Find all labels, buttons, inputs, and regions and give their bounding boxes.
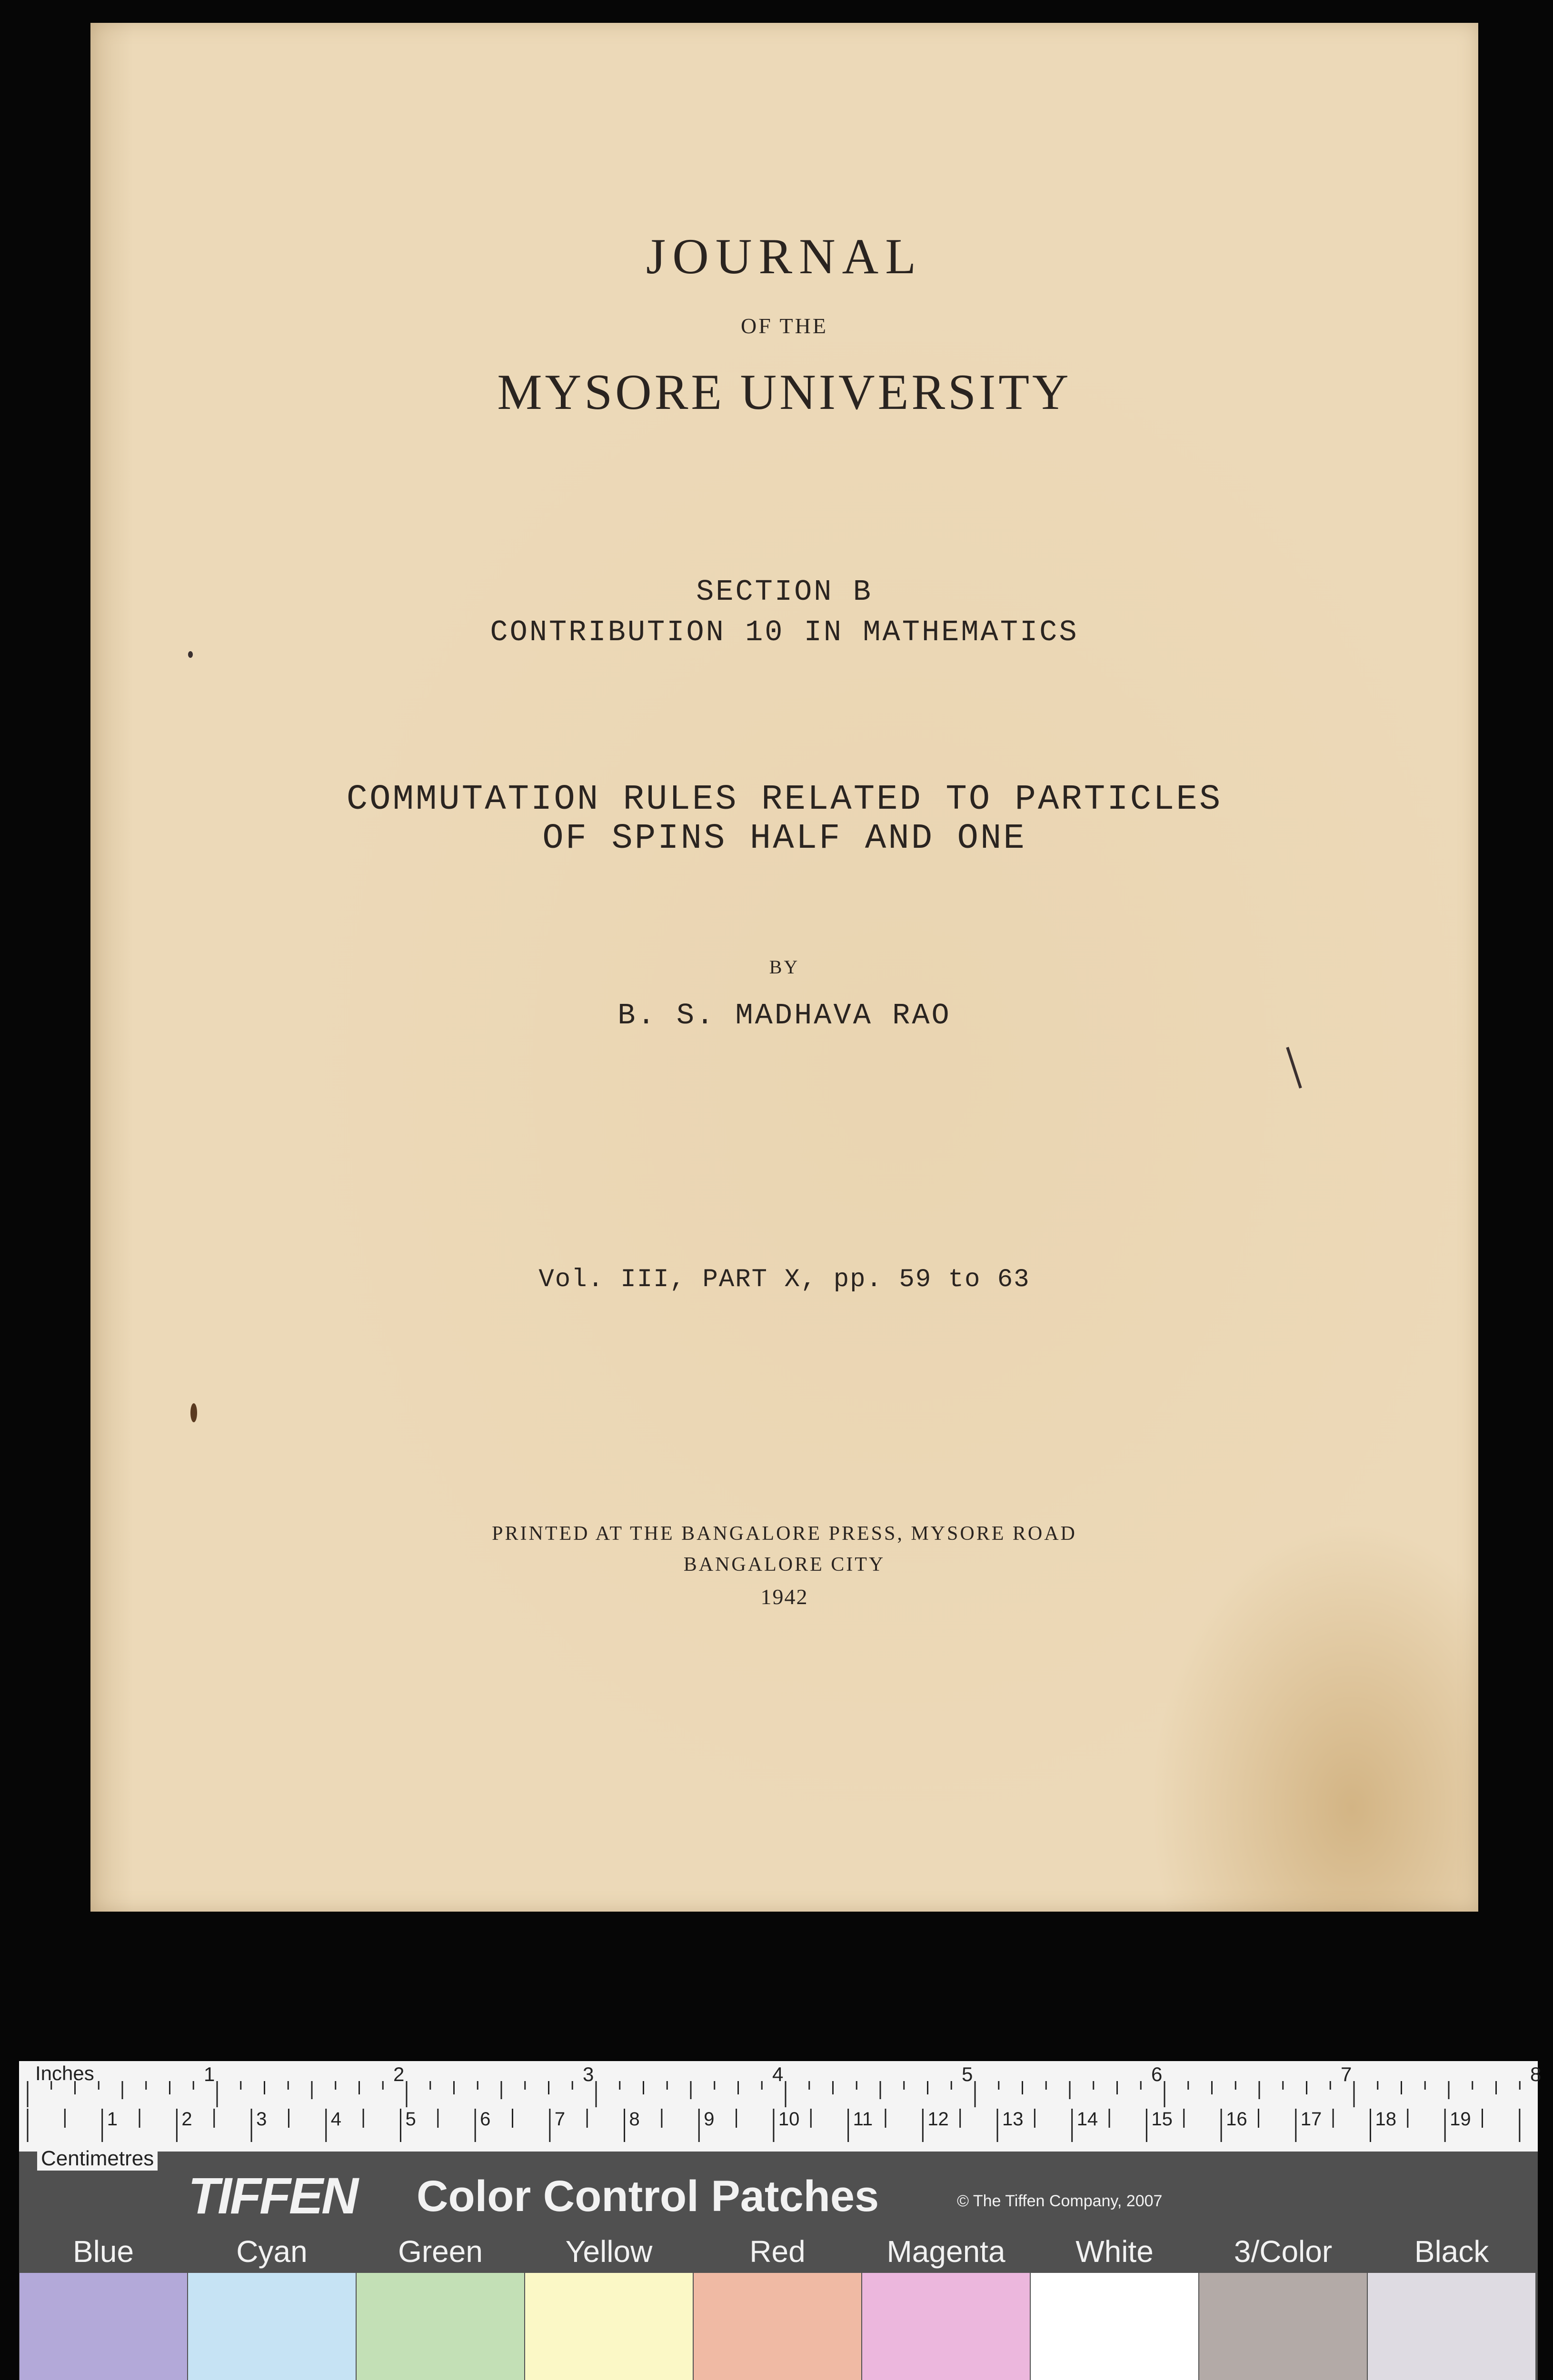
light-color-patch	[694, 2273, 861, 2380]
patch-label: 3/Color	[1234, 2234, 1333, 2269]
ink-spot	[190, 1403, 197, 1422]
inch-number: 7	[1341, 2063, 1352, 2085]
cm-number: 8	[629, 2109, 640, 2130]
publication-year: 1942	[760, 1585, 808, 1609]
cm-number: 16	[1226, 2109, 1247, 2130]
contribution-label: CONTRIBUTION 10 IN MATHEMATICS	[490, 615, 1079, 649]
patch-label: Blue	[72, 2234, 134, 2269]
ink-mark	[1286, 1047, 1302, 1088]
copyright-text: © The Tiffen Company, 2007	[957, 2192, 1163, 2210]
color-control-card	[19, 2061, 1542, 2380]
by-text: BY	[769, 956, 800, 978]
cm-number: 5	[405, 2109, 416, 2130]
printer-line: PRINTED AT THE BANGALORE PRESS, MYSORE ROAD	[492, 1523, 1077, 1545]
light-color-patch	[1199, 2273, 1367, 2380]
cm-number: 13	[1002, 2109, 1024, 2130]
cm-number: 4	[330, 2109, 342, 2130]
patch-labels-row	[19, 2230, 1538, 2273]
light-color-patch	[188, 2273, 356, 2380]
inches-label: Inches	[35, 2062, 94, 2084]
patch-label: Cyan	[236, 2234, 308, 2269]
cm-number: 6	[480, 2109, 491, 2130]
light-color-patch	[1031, 2273, 1198, 2380]
inch-number: 6	[1151, 2063, 1163, 2085]
light-color-patch	[525, 2273, 693, 2380]
cm-number: 17	[1300, 2109, 1322, 2130]
journal-cover-page	[90, 23, 1478, 1912]
patch-label: Magenta	[886, 2234, 1005, 2269]
brand-row	[19, 2147, 1538, 2230]
cm-number: 12	[927, 2109, 949, 2130]
measurement-ruler	[19, 2061, 1542, 2152]
journal-heading: JOURNAL	[646, 228, 923, 284]
cm-number: 10	[778, 2109, 800, 2130]
patch-label: Black	[1414, 2234, 1489, 2269]
light-color-patch	[357, 2273, 524, 2380]
inch-number: 5	[962, 2063, 973, 2085]
tiffen-logo: TIFFEN	[188, 2167, 357, 2224]
cm-number: 7	[554, 2109, 566, 2130]
of-the-text: OF THE	[741, 314, 828, 338]
cm-number: 19	[1450, 2109, 1471, 2130]
patch-label: White	[1075, 2234, 1154, 2269]
cm-number: 18	[1375, 2109, 1396, 2130]
cm-number: 11	[853, 2109, 873, 2130]
cm-number: 2	[181, 2109, 192, 2130]
product-name: Color Control Patches	[417, 2172, 879, 2221]
city-line: BANGALORE CITY	[683, 1554, 886, 1576]
inch-number: 2	[393, 2063, 405, 2085]
ink-spot	[188, 651, 193, 658]
cm-number: 1	[107, 2109, 118, 2130]
centimetres-label: Centimetres	[37, 2147, 158, 2171]
cm-number: 9	[704, 2109, 715, 2130]
volume-info: Vol. III, PART X, pp. 59 to 63	[538, 1265, 1030, 1294]
light-color-patch	[862, 2273, 1030, 2380]
cm-number: 15	[1151, 2109, 1173, 2130]
inch-number: 1	[204, 2063, 215, 2085]
inch-number: 4	[772, 2063, 784, 2085]
author-name: B. S. MADHAVA RAO	[617, 999, 951, 1032]
paper-title-line-2: OF SPINS HALF AND ONE	[542, 819, 1026, 859]
university-name: MYSORE UNIVERSITY	[497, 364, 1072, 420]
light-color-patch	[20, 2273, 187, 2380]
patch-label: Red	[749, 2234, 806, 2269]
paper-title-line-1: COMMUTATION RULES RELATED TO PARTICLES	[346, 780, 1223, 820]
section-label: SECTION B	[696, 575, 873, 609]
inch-number: 3	[583, 2063, 594, 2085]
cm-number: 3	[256, 2109, 267, 2130]
patch-label: Yellow	[565, 2234, 653, 2269]
cm-number: 14	[1076, 2109, 1098, 2130]
patch-label: Green	[398, 2234, 483, 2269]
inch-number: 8	[1530, 2063, 1542, 2085]
light-color-patch	[1368, 2273, 1535, 2380]
